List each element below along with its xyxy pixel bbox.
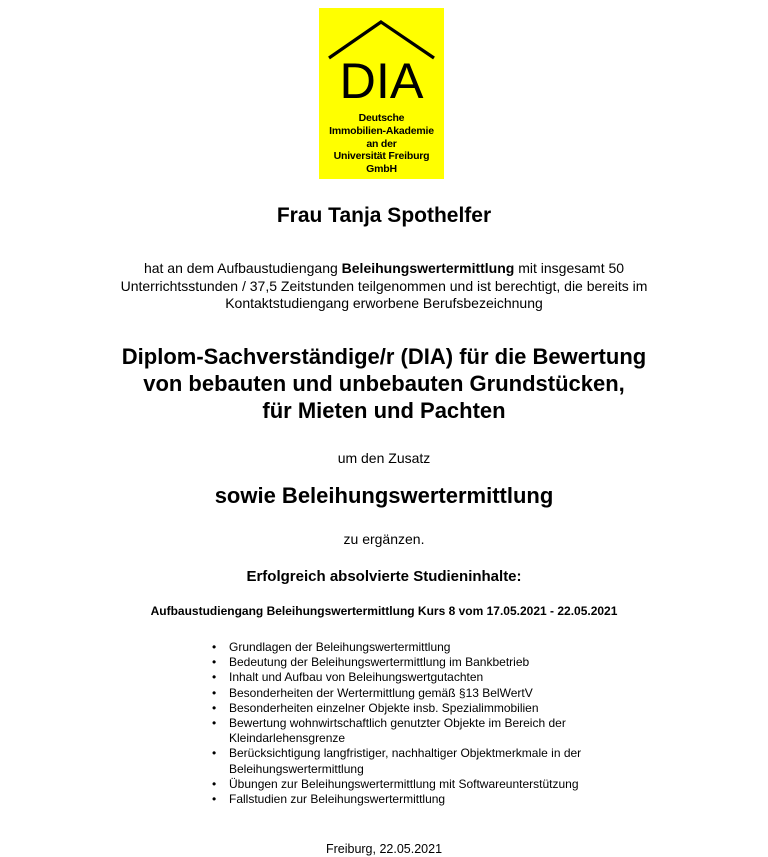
degree-title-line: von bebauten und unbebauten Grundstücken,: [143, 371, 625, 396]
list-item: • Übungen zur Beleihungswertermittlung mit Softwareunterstützung: [212, 777, 612, 792]
logo-line: Universität Freiburg: [333, 150, 430, 163]
addition-title: sowie Beleihungswertermittlung: [214, 483, 554, 508]
list-item: • Grundlagen der Beleihungswertermittlung: [212, 640, 612, 655]
logo-line: Deutsche: [358, 112, 405, 124]
logo-line: Immobilien-Akademie: [329, 124, 434, 137]
list-item: • Besonderheiten einzelner Objekte insb. Spezialimmobilien: [212, 701, 612, 716]
logo-acronym: DIA: [339, 53, 425, 109]
contents-heading: Erfolgreich absolvierte Studieninhalte:: [246, 568, 522, 585]
zusatz-text: um den Zusatz: [337, 450, 431, 466]
logo-line: GmbH: [366, 163, 397, 176]
intro-line-3: Kontaktstudiengang erworbene Berufsbezeichnung: [225, 295, 543, 311]
course-line: Aufbaustudiengang Beleihungswertermittlung Kurs 8 vom 17.05.2021 - 22.05.2021: [150, 604, 618, 618]
list-item: • Fallstudien zur Beleihungswertermittlung: [212, 792, 612, 807]
degree-title-line: für Mieten und Pachten: [262, 398, 506, 423]
list-item: • Berücksichtigung langfristiger, nachhaltiger Objektmerkmale in der Beleihungswertermittlung: [212, 746, 612, 776]
intro-line-1: hat an dem Aufbaustudiengang Beleihungswertermittlung mit insgesamt 50: [143, 260, 625, 276]
program-name: Beleihungswertermittlung: [341, 260, 515, 276]
degree-title-line: Diplom-Sachverständige/r (DIA) für die Bewertung: [121, 344, 647, 369]
place-date: Freiburg, 22.05.2021: [325, 842, 443, 856]
list-item: • Inhalt und Aufbau von Beleihungswertgutachten: [212, 670, 612, 685]
ergaenzen-text: zu ergänzen.: [343, 531, 425, 547]
house-roof-icon: [319, 8, 444, 112]
logo-line: an der: [366, 137, 397, 150]
dia-logo: [319, 8, 444, 179]
recipient-name: Frau Tanja Spothelfer: [276, 204, 492, 227]
list-item: • Bewertung wohnwirtschaftlich genutzter Objekte im Bereich der Kleindarlehensgrenze: [212, 716, 612, 746]
intro-line-2: Unterrichtsstunden / 37,5 Zeitstunden teilgenommen und ist berechtigt, die bereits im: [120, 277, 648, 294]
intro-paragraph: [0, 260, 768, 313]
list-item: • Bedeutung der Beleihungswertermittlung im Bankbetrieb: [212, 655, 612, 670]
topics-list: [212, 640, 612, 807]
logo-org-name: [319, 112, 444, 176]
degree-title: [0, 343, 768, 424]
list-item: • Besonderheiten der Wertermittlung gemäß §13 BelWertV: [212, 686, 612, 701]
